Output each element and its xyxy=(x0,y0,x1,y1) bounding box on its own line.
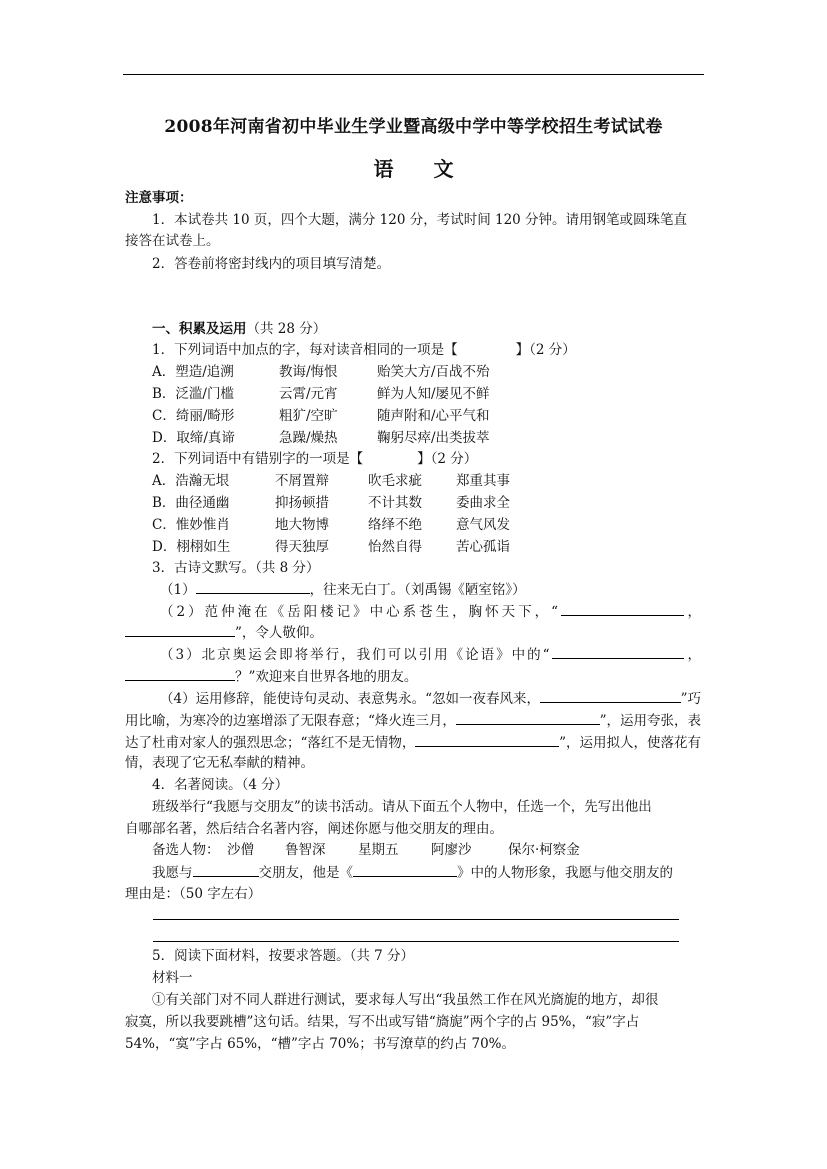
q3-blank-6[interactable] xyxy=(540,688,681,703)
q2-option-a-2: 不屑置辩 xyxy=(275,473,329,489)
q3-part2-b: ， xyxy=(687,604,701,620)
q3-part4-b: ”巧 xyxy=(680,691,701,707)
subject-char-2: 文 xyxy=(433,157,454,181)
section-points: （共 28 分） xyxy=(246,321,327,337)
exam-title: 2008年河南省初中毕业生学业暨高级中学中等学校招生考试试卷 xyxy=(164,117,663,137)
q4-answer-line2: 理由是：（50 字左右） xyxy=(125,886,262,902)
q2-option-a-3: 吹毛求疵 xyxy=(368,473,422,489)
q4-candidate-1: 沙僧 xyxy=(227,842,254,858)
q3-part4 xyxy=(160,688,701,709)
q3-part1-num: （1） xyxy=(160,582,196,598)
q1-option-b-3: 鲜为人知/屡见不鲜 xyxy=(377,386,490,402)
answer-line-2[interactable] xyxy=(153,941,679,942)
q4-blank-book[interactable] xyxy=(353,862,457,877)
q4-candidate-2: 鲁智深 xyxy=(285,842,326,858)
notes-item1-cont: 接答在试卷上。 xyxy=(125,233,220,249)
q3-part2-c: ”，令人敬仰。 xyxy=(235,625,323,641)
q5-stem: 5．阅读下面材料，按要求答题。（共 7 分） xyxy=(152,948,415,964)
q3-part3 xyxy=(160,644,701,665)
q3-blank-3[interactable] xyxy=(125,622,235,637)
q1-option-b: B．泛滥/门槛 xyxy=(152,386,234,402)
q4-candidate-4: 阿廖沙 xyxy=(431,842,472,858)
q1-option-c-3: 随声附和/心平气和 xyxy=(377,408,490,424)
notes-item2: 2．答卷前将密封线内的项目填写清楚。 xyxy=(152,256,391,272)
q4-answer-line xyxy=(152,862,701,883)
q3-part2-a: （2）范仲淹在《岳阳楼记》中心系苍生，胸怀天下，“ xyxy=(160,604,561,620)
q2-option-c: C．惟妙惟肖 xyxy=(152,517,230,533)
q2-option-d: D．栩栩如生 xyxy=(152,539,231,555)
q3-part1-text: ，往来无白丁。（刘禹锡《陋室铭》） xyxy=(309,582,526,598)
q3-part3-c: ？”欢迎来自世界各地的朋友。 xyxy=(235,669,418,685)
q3-blank-4[interactable] xyxy=(552,644,684,659)
q1-option-c-2: 粗犷/空旷 xyxy=(279,408,338,424)
q4-candidate-3: 星期五 xyxy=(358,842,399,858)
subject-char-1: 语 xyxy=(373,157,394,181)
q2-option-b-3: 不计其数 xyxy=(368,495,422,511)
q3-part4-line2 xyxy=(125,710,701,731)
q1-option-a-2: 教诲/悔恨 xyxy=(279,364,338,380)
q2-stem-a: 2．下列词语中有错别字的一项是【 xyxy=(152,451,364,467)
q2-option-a: A．浩瀚无垠 xyxy=(152,473,230,489)
q1-option-a-3: 贻笑大方/百战不殆 xyxy=(377,364,490,380)
q5-text-cont: 寂寞，所以我要跳槽”这句话。结果，写不出或写错“旖旎”两个字的占 95%，“寂”字占 xyxy=(125,1014,640,1030)
q2-option-b: B．曲径通幽 xyxy=(152,495,230,511)
q1-stem xyxy=(152,340,576,360)
q1-option-d-2: 急躁/燥热 xyxy=(279,430,338,446)
q3-part4-a: （4）运用修辞，能使诗句灵动、表意隽永。“忽如一夜春风来， xyxy=(160,691,540,707)
q3-part4-c: 用比喻，为寒冷的边塞增添了无限春意；“烽火连三月， xyxy=(125,713,456,729)
q3-part4-d: ”，运用夸张，表 xyxy=(599,713,701,729)
q3-blank-7[interactable] xyxy=(456,710,600,725)
q4-blank-person[interactable] xyxy=(193,862,259,877)
notes-heading: 注意事项： xyxy=(125,190,193,206)
q3-part4-e: 达了杜甫对家人的强烈思念；“落红不是无情物， xyxy=(125,735,416,751)
q3-blank-2[interactable] xyxy=(561,601,684,616)
notes-item1: 1．本试卷共 10 页，四个大题，满分 120 分，考试时间 120 分钟。请用钢笔或圆珠笔直 xyxy=(152,212,688,228)
q4-ans-c: 》中的人物形象，我愿与他交朋友的 xyxy=(457,865,673,881)
q3-part2 xyxy=(160,601,701,622)
q4-text-cont: 自哪部名著，然后结合名著内容，阐述你愿与他交朋友的理由。 xyxy=(125,821,503,837)
q3-blank-8[interactable] xyxy=(415,732,559,747)
q3-part3-cont xyxy=(125,666,417,687)
q1-option-c: C．绮丽/畸形 xyxy=(152,408,235,424)
q4-candidate-5: 保尔·柯察金 xyxy=(508,842,580,858)
q5-material-label: 材料一 xyxy=(152,970,193,986)
q1-stem-a: 1．下列词语中加点的字，每对读音相同的一项是【 xyxy=(152,342,458,358)
q4-stem: 4．名著阅读。（4 分） xyxy=(152,777,289,793)
q2-option-b-4: 委曲求全 xyxy=(456,495,510,511)
header-rule xyxy=(123,74,704,75)
q4-text: 班级举行“我愿与交朋友”的读书活动。请从下面五个人物中，任选一个，先写出他出 xyxy=(152,799,652,815)
q1-option-d: D．取缔/真谛 xyxy=(152,430,235,446)
q3-part4-f: ”，运用拟人，使落花有 xyxy=(559,735,701,751)
q1-option-d-3: 鞠躬尽瘁/出类拔萃 xyxy=(377,430,490,446)
q3-part3-a: （3）北京奥运会即将举行，我们可以引用《论语》中的“ xyxy=(160,647,552,663)
subject-title xyxy=(0,153,827,182)
q4-candidates-label: 备选人物： xyxy=(152,842,220,858)
q3-part3-b: ， xyxy=(687,647,701,663)
section-heading xyxy=(152,319,326,339)
q2-option-c-2: 地大物博 xyxy=(275,517,329,533)
q3-blank-1[interactable] xyxy=(196,579,310,594)
q1-stem-b: 】（2 分） xyxy=(515,342,576,358)
q2-stem xyxy=(152,449,477,469)
q5-text: ①有关部门对不同人群进行测试，要求每人写出“我虽然工作在风光旖旎的地方，却很 xyxy=(152,992,659,1008)
q2-option-d-3: 怡然自得 xyxy=(368,539,422,555)
q1-option-b-2: 云霄/元宵 xyxy=(279,386,338,402)
q2-option-c-3: 络绎不绝 xyxy=(368,517,422,533)
q3-blank-5[interactable] xyxy=(125,666,235,681)
q3-part4-line4: 情，表现了它无私奉献的精神。 xyxy=(125,755,314,771)
q3-part2-cont xyxy=(125,622,323,643)
q2-option-c-4: 意气风发 xyxy=(456,517,510,533)
q4-ans-b: 交朋友，他是《 xyxy=(258,865,353,881)
q2-option-d-2: 得天独厚 xyxy=(275,539,329,555)
q1-option-a: A．塑造/追溯 xyxy=(152,364,234,380)
q4-ans-a: 我愿与 xyxy=(152,865,193,881)
answer-line-1[interactable] xyxy=(153,919,679,920)
q2-option-a-4: 郑重其事 xyxy=(456,473,510,489)
q2-stem-b: 】（2 分） xyxy=(417,451,478,467)
q3-part4-line3 xyxy=(125,732,701,753)
q3-stem: 3．古诗文默写。（共 8 分） xyxy=(152,560,320,576)
q5-text-cont2: 54%，“寞”字占 65%，“槽”字占 70%；书写潦草的约占 70%。 xyxy=(125,1036,516,1052)
section-title: 一、积累及运用 xyxy=(152,321,247,337)
q2-option-b-2: 抑扬顿措 xyxy=(275,495,329,511)
q3-part1 xyxy=(160,579,526,600)
q2-option-d-4: 苦心孤诣 xyxy=(456,539,510,555)
